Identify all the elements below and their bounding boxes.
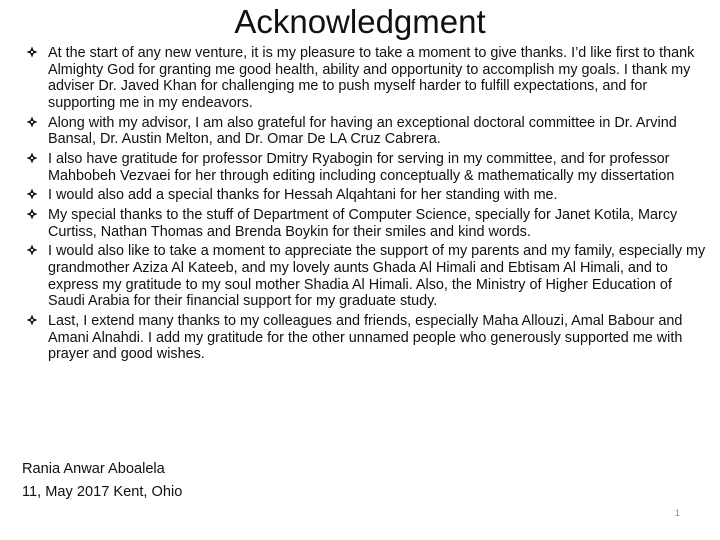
bullet-text: At the start of any new venture, it is my pleasure to take a moment to give thanks. I’d like first to thank Almighty God for granting me good health, ability and opportunity to accomplish my goals. I thank my adviser Dr. Javed Khan for challenging me to push myself harder to fulfill expectations, and for supporting me in my endeavors. <box>48 45 695 111</box>
diamond-flower-bullet-icon <box>26 188 38 200</box>
diamond-flower-bullet-icon <box>26 116 38 128</box>
bullet-text: I would also like to take a moment to appreciate the support of my parents and my family, especially my grandmother Aziza Al Kateeb, and my lovely aunts Ghada Al Himali and Ebtisam Al Himali, and to express my gratitude to my soul mother Shadia Al Himali. Also, the Ministry of Higher Education of Saudi Arabia for their financial support for my graduate study. <box>48 243 706 310</box>
bullet-item <box>26 207 706 240</box>
diamond-flower-bullet-icon <box>26 152 38 164</box>
bullet-text: I would also add a special thanks for Hessah Alqahtani for her standing with me. <box>48 187 558 204</box>
bullet-item <box>26 151 706 184</box>
page-number: 1 <box>674 508 680 518</box>
slide-title: Acknowledgment <box>234 3 486 40</box>
bullet-item <box>26 313 706 363</box>
signature-block <box>22 458 182 504</box>
bullet-item <box>26 115 706 148</box>
diamond-flower-bullet-icon <box>26 208 38 220</box>
diamond-flower-bullet-icon <box>26 244 38 256</box>
bullet-text: Along with my advisor, I am also grateful for having an exceptional doctoral committee in Dr. Arvind Bansal, Dr. Austin Melton, and Dr. Omar De LA Cruz Cabrera. <box>48 114 677 148</box>
diamond-flower-bullet-icon <box>26 46 38 58</box>
bullet-item <box>26 187 706 204</box>
author-name: Rania Anwar Aboalela <box>22 461 165 477</box>
bullet-list <box>26 45 706 366</box>
bullet-text: I also have gratitude for professor Dmitry Ryabogin for serving in my committee, and for professor Mahbobeh Vezvaei for her through editing including conceptually & mathematically my dissertation <box>48 150 675 184</box>
bullet-item <box>26 45 706 111</box>
diamond-flower-bullet-icon <box>26 314 38 326</box>
date-place: 11, May 2017 Kent, Ohio <box>22 484 183 500</box>
bullet-text: My special thanks to the stuff of Department of Computer Science, specially for Janet Kotila, Marcy Curtiss, Nathan Thomas and Brenda Boykin for their smiles and kind words. <box>48 207 678 240</box>
bullet-item <box>26 243 706 309</box>
bullet-text: Last, I extend many thanks to my colleagues and friends, especially Maha Allouzi, Amal Babour and Amani Alnahdi. I add my gratitude for the other unnamed people who generously supported me with prayer and good wishes. <box>48 313 683 363</box>
